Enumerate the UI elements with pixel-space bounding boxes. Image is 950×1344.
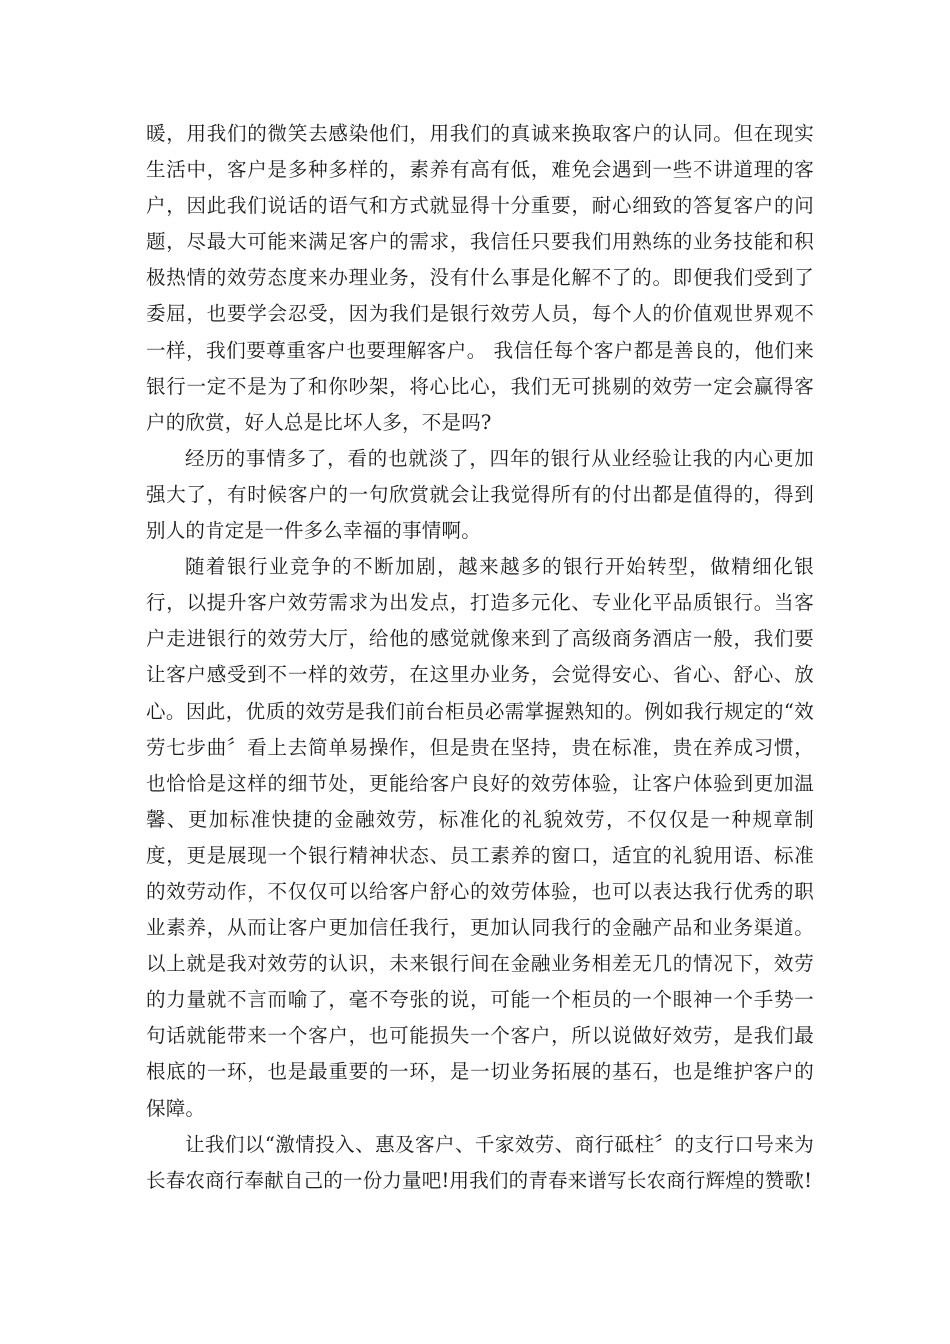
paragraph-continued: 暖，用我们的微笑去感染他们，用我们的真诚来换取客户的认同。但在现实生活中，客户是多种多样的，素养有高有低，难免会遇到一些不讲道理的客户，因此我们说话的语气和方式就显得十分重要，耐心细致的答复客户的问题，尽最大可能来满足客户的需求，我信任只要我们用熟练的业务技能和积极热情的效劳态度来办理业务，没有什么事是化解不了的。即便我们受到了委屈，也要学会忍受，因为我们是银行效劳人员，每个人的价值观世界观不一样，我们要尊重客户也要理解客户。 我信任每个客户都是善良的，他们来银行一定不是为了和你吵架，将心比心，我们无可挑剔的效劳一定会赢得客户的欣赏，好人总是比坏人多，不是吗? xyxy=(146,122,814,434)
document-body xyxy=(146,116,814,1199)
paragraph-service-quality: 随着银行业竞争的不断加剧，越来越多的银行开始转型，做精细化银行，以提升客户效劳需求为出发点，打造多元化、专业化平品质银行。当客户走进银行的效劳大厅，给他的感觉就像来到了高级商务酒店一般，我们要让客户感受到不一样的效劳，在这里办业务，会觉得安心、省心、舒心、放心。因此，优质的效劳是我们前台柜员必需掌握熟知的。例如我行规定的“效劳七步曲〞看上去简单易操作，但是贵在坚持，贵在标准，贵在养成习惯，也恰恰是这样的细节处，更能给客户良好的效劳体验，让客户体验到更加温馨、更加标准快捷的金融效劳，标准化的礼貌效劳，不仅仅是一种规章制度，更是展现一个银行精神状态、员工素养的窗口，适宜的礼貌用语、标准的效劳动作，不仅仅可以给客户舒心的效劳体验，也可以表达我行优秀的职业素养，从而让客户更加信任我行，更加认同我行的金融产品和业务渠道。 以上就是我对效劳的认识，未来银行间在金融业务相差无几的情况下，效劳的力量就不言而喻了，毫不夸张的说，可能一个柜员的一个眼神一个手势一句话就能带来一个客户，也可能损失一个客户，所以说做好效劳，是我们最根底的一环，也是最重要的一环，是一切业务拓展的基石，也是维护客户的保障。 xyxy=(146,555,814,1120)
paragraph-experience: 经历的事情多了，看的也就淡了，四年的银行从业经验让我的内心更加强大了，有时候客户的一句欣赏就会让我觉得所有的付出都是值得的，得到别人的肯定是一件多么幸福的事情啊。 xyxy=(146,446,814,543)
paragraph-closing: 让我们以“激情投入、惠及客户、千家效劳、商行砥柱〞的支行口号来为长春农商行奉献自己的一份力量吧!用我们的青春来谱写长农商行辉煌的赞歌! xyxy=(146,1132,814,1192)
